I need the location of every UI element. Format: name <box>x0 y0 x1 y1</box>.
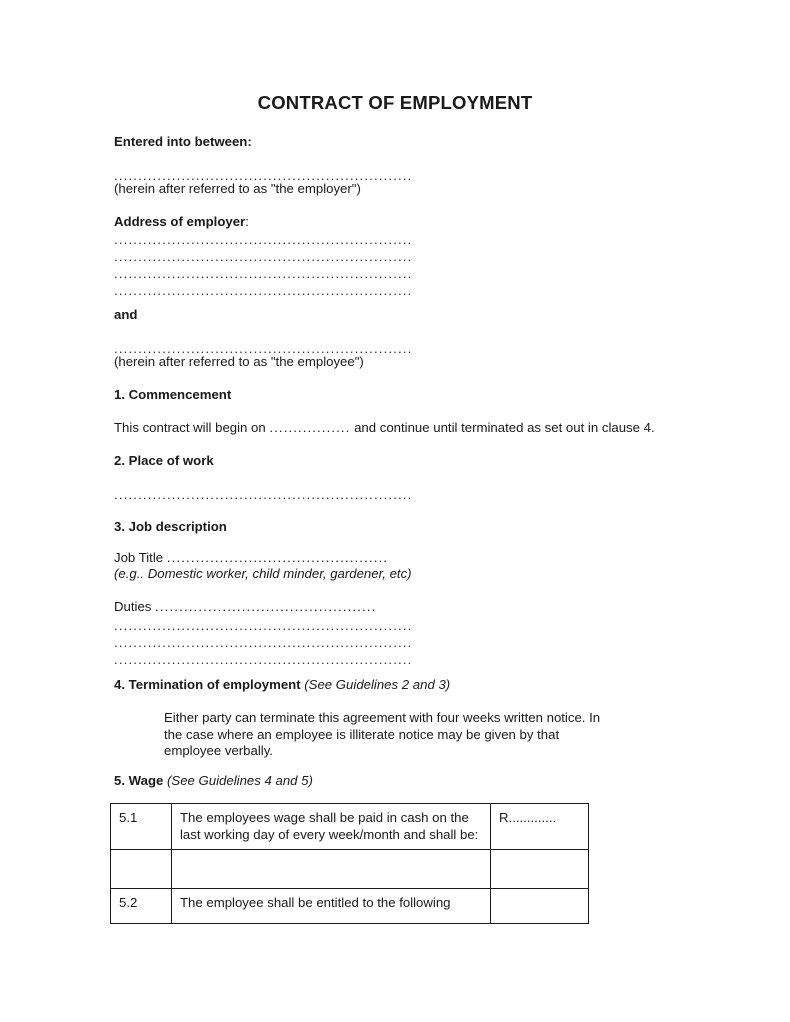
address-of-employer-text: Address of employer <box>114 214 246 229</box>
clause-5-heading <box>114 773 313 789</box>
wage-row-2-number[interactable] <box>111 850 172 889</box>
employee-name-fill-line[interactable]: .............................................................. <box>114 343 413 355</box>
table-row <box>111 889 589 924</box>
duties-fill[interactable]: .............................................. <box>155 599 377 614</box>
duties-label: Duties <box>114 599 156 614</box>
clause-1-heading: 1. Commencement <box>114 387 232 402</box>
entered-into-between-label: Entered into between: <box>114 134 252 149</box>
wage-row-1-amount[interactable]: R............. <box>491 804 589 850</box>
wage-row-3-amount[interactable] <box>491 889 589 924</box>
clause-4-heading-text: 4. Termination of employment <box>114 677 301 692</box>
address-fill-line-3[interactable]: .............................................................. <box>114 268 413 280</box>
clause-5-heading-note: (See Guidelines 4 and 5) <box>167 773 313 788</box>
clause-3-heading: 3. Job description <box>114 519 227 534</box>
duties-fill-line-2[interactable]: .............................................................. <box>114 637 413 649</box>
employer-name-fill-line[interactable]: .............................................................. <box>114 170 413 182</box>
table-row <box>111 850 589 889</box>
wage-row-2-description[interactable] <box>172 850 491 889</box>
clause-2-heading: 2. Place of work <box>114 453 214 468</box>
job-title-label: Job Title <box>114 550 167 565</box>
duties-fill-line-3[interactable]: .............................................................. <box>114 654 413 666</box>
clause-5-heading-text: 5. Wage <box>114 773 164 788</box>
address-of-employer-label <box>114 214 249 230</box>
wage-row-3-description: The employee shall be entitled to the following <box>172 889 491 924</box>
employee-reference-note: (herein after referred to as "the employee") <box>114 354 364 369</box>
clause-1-body-after: and continue until terminated as set out in clause 4. <box>350 420 655 435</box>
parties-conjunction: and <box>114 307 138 322</box>
address-fill-line-1[interactable]: .............................................................. <box>114 234 413 246</box>
wage-row-3-number: 5.2 <box>111 889 172 924</box>
place-of-work-fill-line[interactable]: .............................................................. <box>114 489 413 501</box>
employer-reference-note: (herein after referred to as "the employer") <box>114 181 361 196</box>
job-title-example: (e.g.. Domestic worker, child minder, gardener, etc) <box>114 566 412 581</box>
duties-fill-line-1[interactable]: .............................................................. <box>114 620 413 632</box>
wage-row-2-amount[interactable] <box>491 850 589 889</box>
job-title-row <box>114 550 388 566</box>
table-row <box>111 804 589 850</box>
wage-table <box>110 803 589 924</box>
address-fill-line-2[interactable]: .............................................................. <box>114 251 413 263</box>
job-title-fill[interactable]: .............................................. <box>166 550 389 565</box>
wage-row-1-number: 5.1 <box>111 804 172 850</box>
clause-4-heading <box>114 677 450 693</box>
clause-1-body-before: This contract will begin on <box>114 420 270 435</box>
address-of-employer-colon: : <box>245 214 249 229</box>
clause-4-heading-note: (See Guidelines 2 and 3) <box>304 677 451 692</box>
clause-1-date-fill[interactable]: ................. <box>269 420 351 435</box>
duties-row <box>114 599 377 615</box>
clause-1-body <box>114 420 655 436</box>
clause-4-body: Either party can terminate this agreement with four weeks written notice. In the case where an employee is illiterate notice may be given by that employee verbally. <box>164 710 601 758</box>
wage-row-1-description: The employees wage shall be paid in cash on the last working day of every week/month and shall be: <box>172 804 491 850</box>
page-title: CONTRACT OF EMPLOYMENT <box>257 92 533 113</box>
address-fill-line-4[interactable]: .............................................................. <box>114 285 413 297</box>
